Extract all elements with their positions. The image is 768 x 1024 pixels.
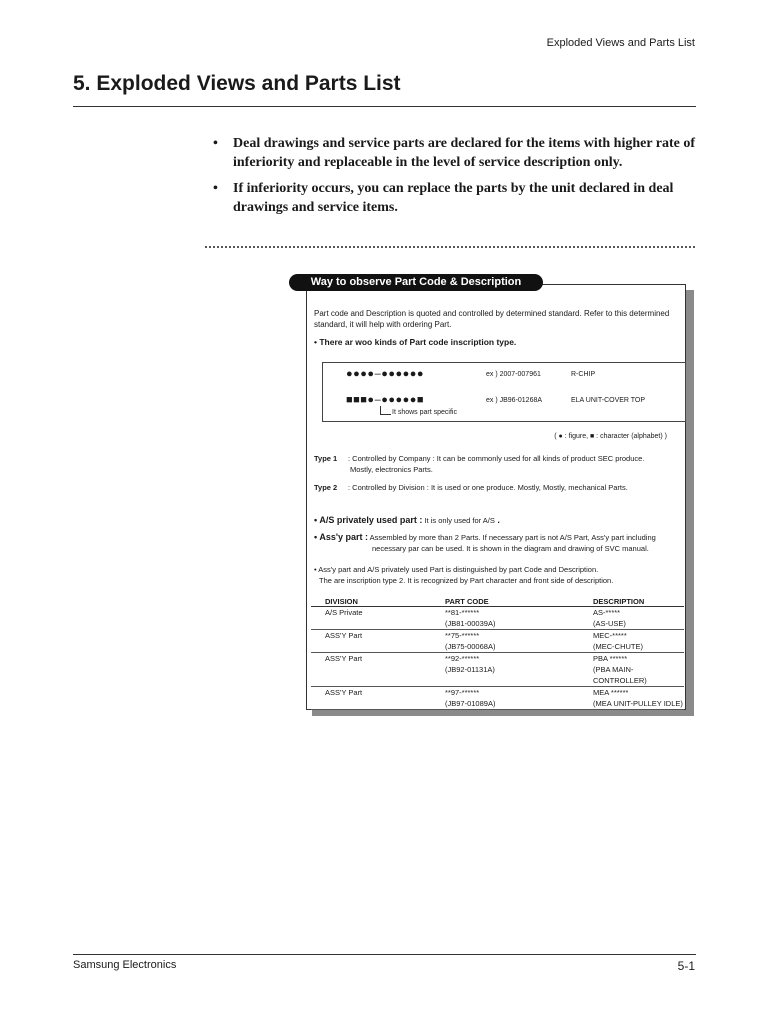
code-example: (JB81-00039A) <box>445 619 496 628</box>
cell-description <box>579 630 684 653</box>
cell-part-code <box>431 630 579 653</box>
note-end: . <box>494 515 500 525</box>
type-2-row <box>314 482 686 493</box>
spec-pointer-line <box>380 406 391 415</box>
desc-example: (PBA MAIN-CONTROLLER) <box>593 665 647 685</box>
table-row <box>311 687 684 710</box>
intro-text: Part code and Description is quoted and controlled by determined standard. Refer to this determined standard, it will help with ordering Part. <box>314 309 670 329</box>
assy-note <box>314 532 686 543</box>
table-row <box>311 607 684 630</box>
footer-company: Samsung Electronics <box>73 959 177 971</box>
cell-division: ASS'Y Part <box>311 687 431 710</box>
column-header: PART CODE <box>431 597 579 607</box>
desc-pattern: PBA ****** <box>593 654 628 663</box>
running-header: Exploded Views and Parts List <box>546 37 695 49</box>
dotted-divider <box>205 246 695 248</box>
code-example: (JB75-00068A) <box>445 642 496 651</box>
assy-vs-note-cont: The are inscription type 2. It is recognized by Part character and front side of description. <box>319 576 614 585</box>
inscription-subheading: • There ar woo kinds of Part code inscription type. <box>314 337 517 347</box>
cell-description <box>579 687 684 710</box>
bullet-dot-icon: • <box>213 136 218 151</box>
desc-pattern: MEC-***** <box>593 631 627 640</box>
desc-pattern: AS-***** <box>593 608 621 617</box>
bullet-text: Deal drawings and service parts are declared for the items with higher rate of inferiority and replaceable in the level of service description only. <box>233 136 696 170</box>
page-number: 5-1 <box>677 959 695 973</box>
bullet-item <box>213 134 703 172</box>
desc-example: (MEC-CHUTE) <box>593 642 643 651</box>
cell-part-code <box>431 687 579 710</box>
code-pattern: **75-****** <box>445 631 480 640</box>
example-code: ex ) 2007-007961 <box>486 371 541 378</box>
note-text: It is only used for A/S <box>422 516 495 525</box>
type-definitions <box>314 453 686 500</box>
symbol-legend: ( ● : figure, ■ : character (alphabet) ) <box>554 433 667 440</box>
assy-note-cont: necessary par can be used. It is shown in the diagram and drawing of SVC manual. <box>372 544 649 553</box>
assy-vs-note: • Ass'y part and A/S privately used Part is distinguished by part Code and Description. <box>314 565 599 574</box>
cell-division: A/S Private <box>311 607 431 630</box>
panel-intro <box>314 308 684 348</box>
part-code-table <box>311 597 684 710</box>
example-description: R-CHIP <box>571 371 596 378</box>
type-text: : Controlled by Division : It is used or one produce. Mostly, Mostly, mechanical Parts. <box>348 483 628 492</box>
column-header: DESCRIPTION <box>579 597 684 607</box>
cell-description <box>579 653 684 687</box>
example-description: ELA UNIT-COVER TOP <box>571 397 646 404</box>
code-example: (JB97-01089A) <box>445 699 496 708</box>
title-divider <box>73 106 696 107</box>
type-text-cont: Mostly, electronics Parts. <box>350 465 433 474</box>
cell-description <box>579 607 684 630</box>
panel-tab-title: Way to observe Part Code & Description <box>289 274 543 291</box>
desc-example: (AS-USE) <box>593 619 626 628</box>
code-pattern: **97-****** <box>445 688 480 697</box>
code-pattern: **81-****** <box>445 608 480 617</box>
type-text: : Controlled by Company : It can be commonly used for all kinds of product SEC produce. <box>348 454 645 463</box>
note-label: • A/S privately used part : <box>314 515 423 525</box>
type-label: Type 1 <box>314 454 338 463</box>
page-title: 5. Exploded Views and Parts List <box>73 72 401 95</box>
bullet-item <box>213 179 703 217</box>
type-1-row <box>314 453 686 475</box>
as-private-note <box>314 515 686 526</box>
desc-example: (MEA UNIT-PULLEY IDLE) <box>593 699 683 708</box>
intro-bullets <box>213 134 703 224</box>
table-row <box>311 653 684 687</box>
part-notes <box>314 515 686 592</box>
spec-note: It shows part specific <box>392 409 457 416</box>
cell-part-code <box>431 653 579 687</box>
cell-division: ASS'Y Part <box>311 630 431 653</box>
bullet-text: If inferiority occurs, you can replace the parts by the unit declared in deal drawings and service items. <box>233 181 674 215</box>
note-label: • Ass'y part : <box>314 532 368 542</box>
code-pattern-type2: ■■■●–●●●●●■ <box>346 394 425 406</box>
code-pattern: **92-****** <box>445 654 480 663</box>
cell-division: ASS'Y Part <box>311 653 431 687</box>
table-header-row <box>311 597 684 607</box>
code-example: (JB92-01131A) <box>445 665 495 674</box>
desc-pattern: MEA ****** <box>593 688 629 697</box>
code-pattern-type1: ●●●●–●●●●●● <box>346 368 425 380</box>
table-row <box>311 630 684 653</box>
bullet-dot-icon: • <box>213 181 218 196</box>
cell-part-code <box>431 607 579 630</box>
note-text: Assembled by more than 2 Parts. If necessary part is not A/S Part, Ass'y part including <box>367 533 656 542</box>
type-label: Type 2 <box>314 483 338 492</box>
footer-divider <box>73 954 696 955</box>
example-code: ex ) JB96-01268A <box>486 397 543 404</box>
column-header: DIVISION <box>311 597 431 607</box>
